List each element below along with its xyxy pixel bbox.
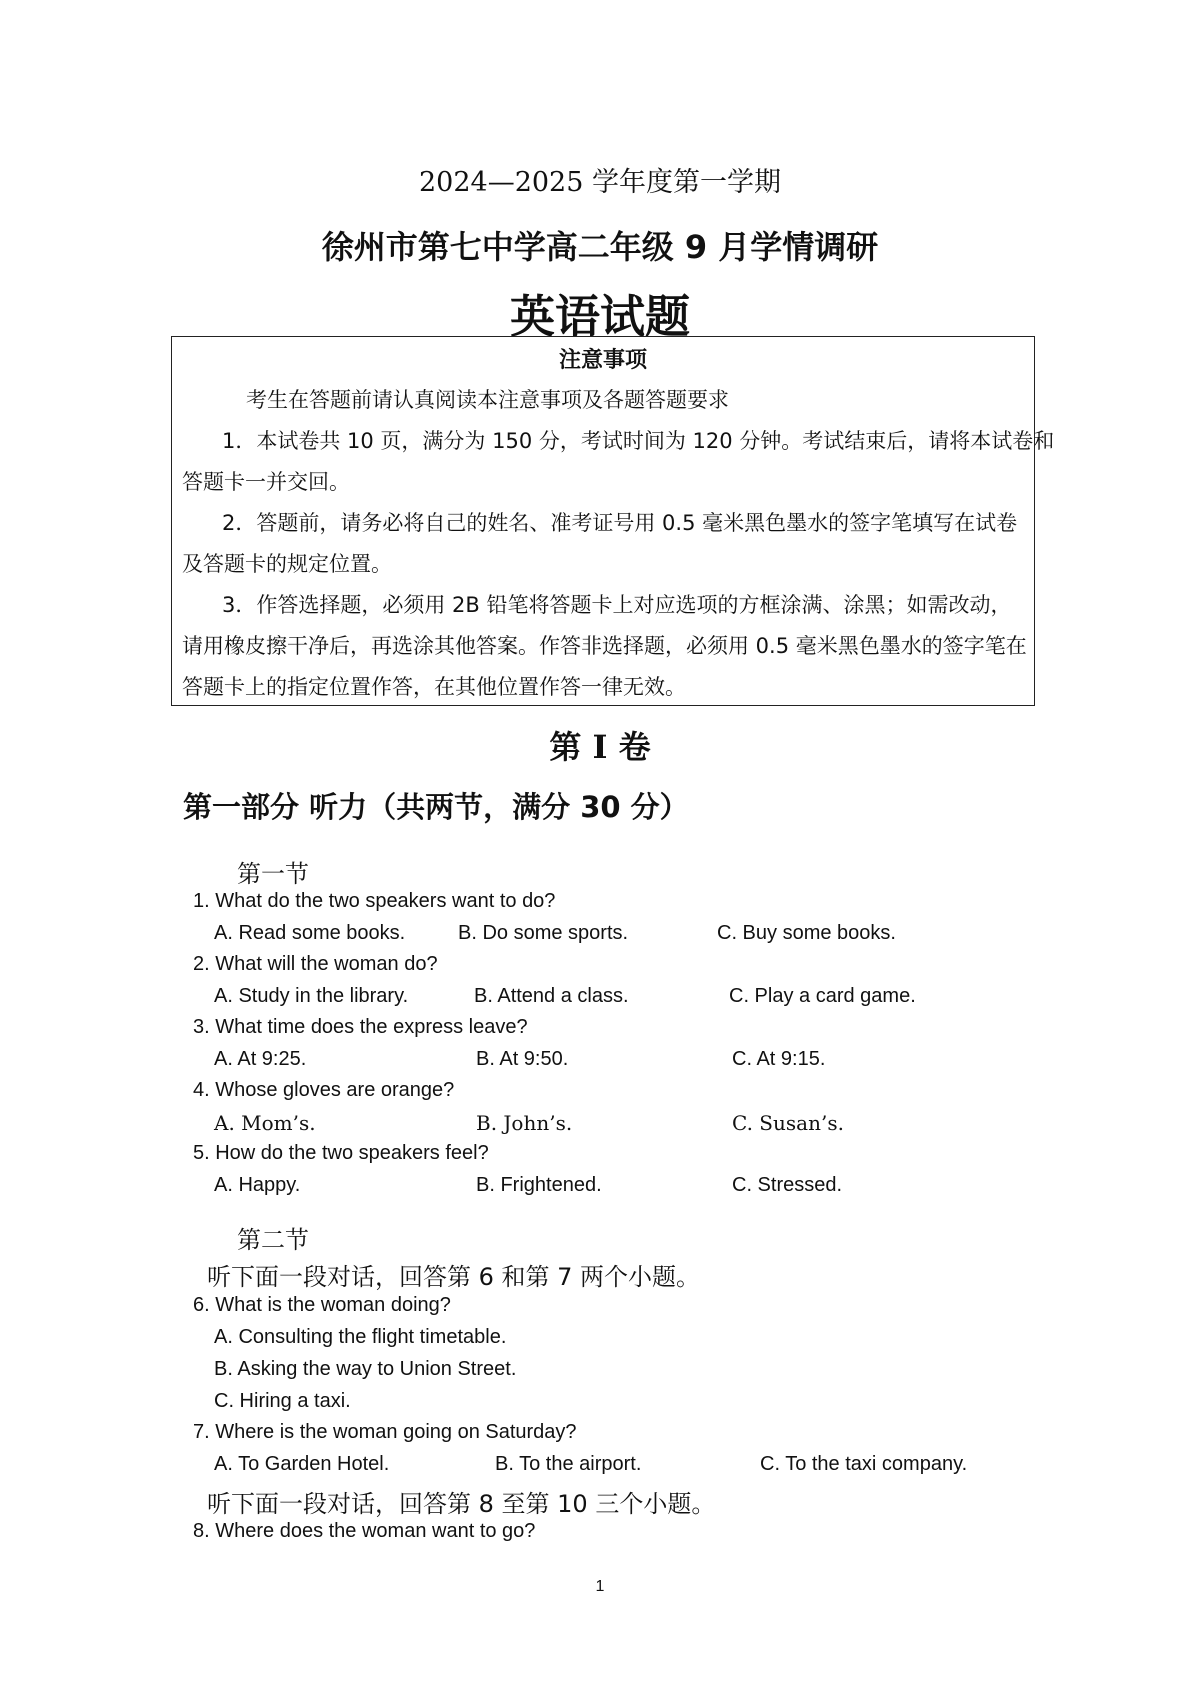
option-a: A. Mom’s. [214, 1111, 316, 1135]
exam-title: 徐州市第七中学高二年级 9 月学情调研 [321, 228, 879, 266]
option-a: A. To Garden Hotel. [214, 1453, 390, 1475]
option-b: B. At 9:50. [476, 1048, 569, 1070]
question-stem: 4. Whose gloves are orange? [193, 1079, 455, 1101]
volume-heading: 第 I 卷 [549, 728, 651, 766]
part-heading: 第一部分 听力（共两节，满分 30 分） [183, 790, 689, 824]
option-b: B. To the airport. [495, 1453, 642, 1475]
option-b: B. Frightened. [476, 1174, 602, 1196]
subject-title: 英语试题 [509, 290, 690, 343]
notice-line: 1．本试卷共 10 页，满分为 150 分，考试时间为 120 分钟。考试结束后，请将本试卷和 [222, 429, 1055, 453]
section-instruction: 听下面一段对话，回答第 6 和第 7 两个小题。 [207, 1263, 701, 1291]
option-c: C. To the taxi company. [760, 1453, 968, 1475]
option-b: B. John’s. [476, 1111, 573, 1135]
notice-intro: 考生在答题前请认真阅读本注意事项及各题答题要求 [246, 388, 729, 412]
question-stem: 8. Where does the woman want to go? [193, 1520, 536, 1542]
option-c: C. Hiring a taxi. [214, 1390, 351, 1412]
option-a: A. Consulting the flight timetable. [214, 1326, 507, 1348]
notice-line: 3．作答选择题，必须用 2B 铅笔将答题卡上对应选项的方框涂满、涂黑；如需改动， [222, 593, 1012, 617]
question-stem: 7. Where is the woman going on Saturday? [193, 1421, 577, 1443]
option-c: C. Stressed. [732, 1174, 843, 1196]
notice-line: 答题卡一并交回。 [182, 470, 350, 494]
question-stem: 2. What will the woman do? [193, 953, 438, 975]
option-c: C. Susan’s. [732, 1111, 844, 1135]
question-stem: 6. What is the woman doing? [193, 1294, 451, 1316]
notice-heading: 注意事项 [558, 348, 647, 373]
page-number: 1 [595, 1578, 605, 1595]
option-c: C. Buy some books. [717, 922, 896, 944]
notice-line: 答题卡上的指定位置作答，在其他位置作答一律无效。 [182, 675, 686, 699]
option-a: A. At 9:25. [214, 1048, 307, 1070]
section-heading: 第二节 [237, 1226, 309, 1254]
question-stem: 3. What time does the express leave? [193, 1016, 528, 1038]
notice-line: 2．答题前，请务必将自己的姓名、准考证号用 0.5 毫米黑色墨水的签字笔填写在试卷 [222, 511, 1018, 535]
section-instruction: 听下面一段对话，回答第 8 至第 10 三个小题。 [207, 1490, 716, 1518]
question-stem: 1. What do the two speakers want to do? [193, 890, 556, 912]
option-a: A. Read some books. [214, 922, 406, 944]
notice-line: 请用橡皮擦干净后，再选涂其他答案。作答非选择题，必须用 0.5 毫米黑色墨水的签字笔在 [182, 634, 1027, 658]
option-b: B. Do some sports. [458, 922, 629, 944]
section-heading: 第一节 [237, 860, 309, 888]
option-a: A. Happy. [214, 1174, 301, 1196]
option-c: C. Play a card game. [729, 985, 916, 1007]
option-b: B. Attend a class. [474, 985, 629, 1007]
option-a: A. Study in the library. [214, 985, 409, 1007]
option-b: B. Asking the way to Union Street. [214, 1358, 517, 1380]
term-heading: 2024—2025 学年度第一学期 [418, 167, 781, 198]
option-c: C. At 9:15. [732, 1048, 826, 1070]
notice-line: 及答题卡的规定位置。 [182, 552, 392, 576]
question-stem: 5. How do the two speakers feel? [193, 1142, 489, 1164]
